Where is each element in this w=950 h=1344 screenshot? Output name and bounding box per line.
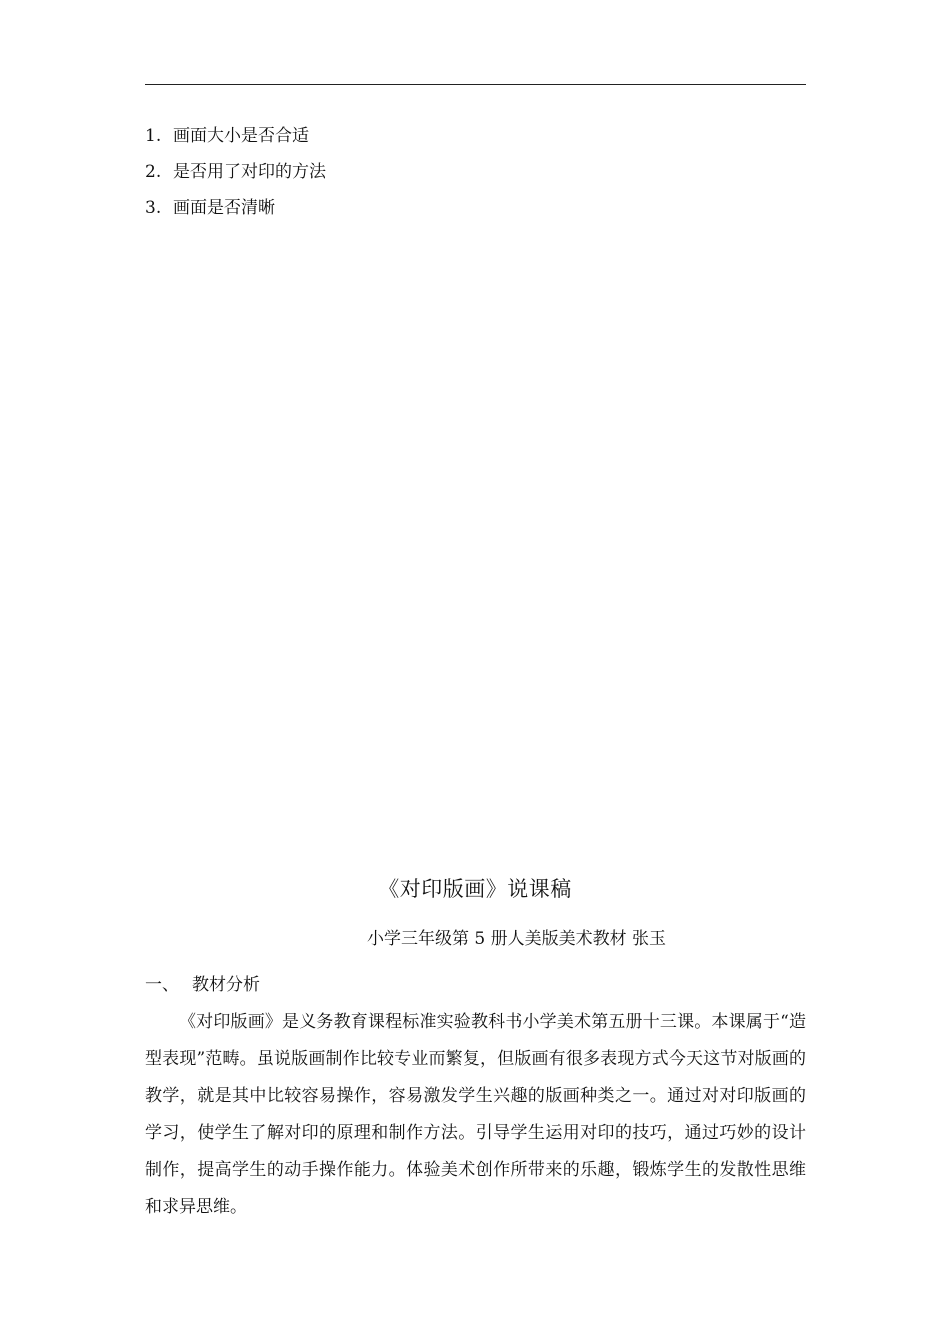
list-text: 画面是否清晰 xyxy=(173,198,275,218)
list-item xyxy=(145,124,326,160)
list-item xyxy=(145,196,326,232)
document-title: 《对印版画》说课稿 xyxy=(378,877,572,901)
document-subtitle: 小学三年级第 5 册人美版美术教材 张玉 xyxy=(367,929,667,949)
list-item xyxy=(145,160,326,196)
list-text: 是否用了对印的方法 xyxy=(173,162,326,182)
list-number: 1. xyxy=(145,126,162,146)
list-number: 2. xyxy=(145,162,162,182)
evaluation-criteria-list xyxy=(145,124,326,232)
section-number: 一、 xyxy=(145,975,179,995)
section-title: 教材分析 xyxy=(192,975,260,995)
list-text: 画面大小是否合适 xyxy=(173,126,309,146)
section-heading xyxy=(145,972,260,998)
list-number: 3. xyxy=(145,198,162,218)
header-rule xyxy=(145,84,806,85)
body-paragraph: 《对印版画》是义务教育课程标准实验教科书小学美术第五册十三课。本课属于“造型表现”范畴。虽说版画制作比较专业而繁复，但版画有很多表现方式今天这节对版画的教学，就是其中比较容易操作，容易激发学生兴趣的版画种类之一。通过对对印版画的学习，使学生了解对印的原理和制作方法。引导学生运用对印的技巧，通过巧妙的设计制作，提高学生的动手操作能力。体验美术创作所带来的乐趣，锻炼学生的发散性思维和求异思维。 xyxy=(145,1012,806,1217)
